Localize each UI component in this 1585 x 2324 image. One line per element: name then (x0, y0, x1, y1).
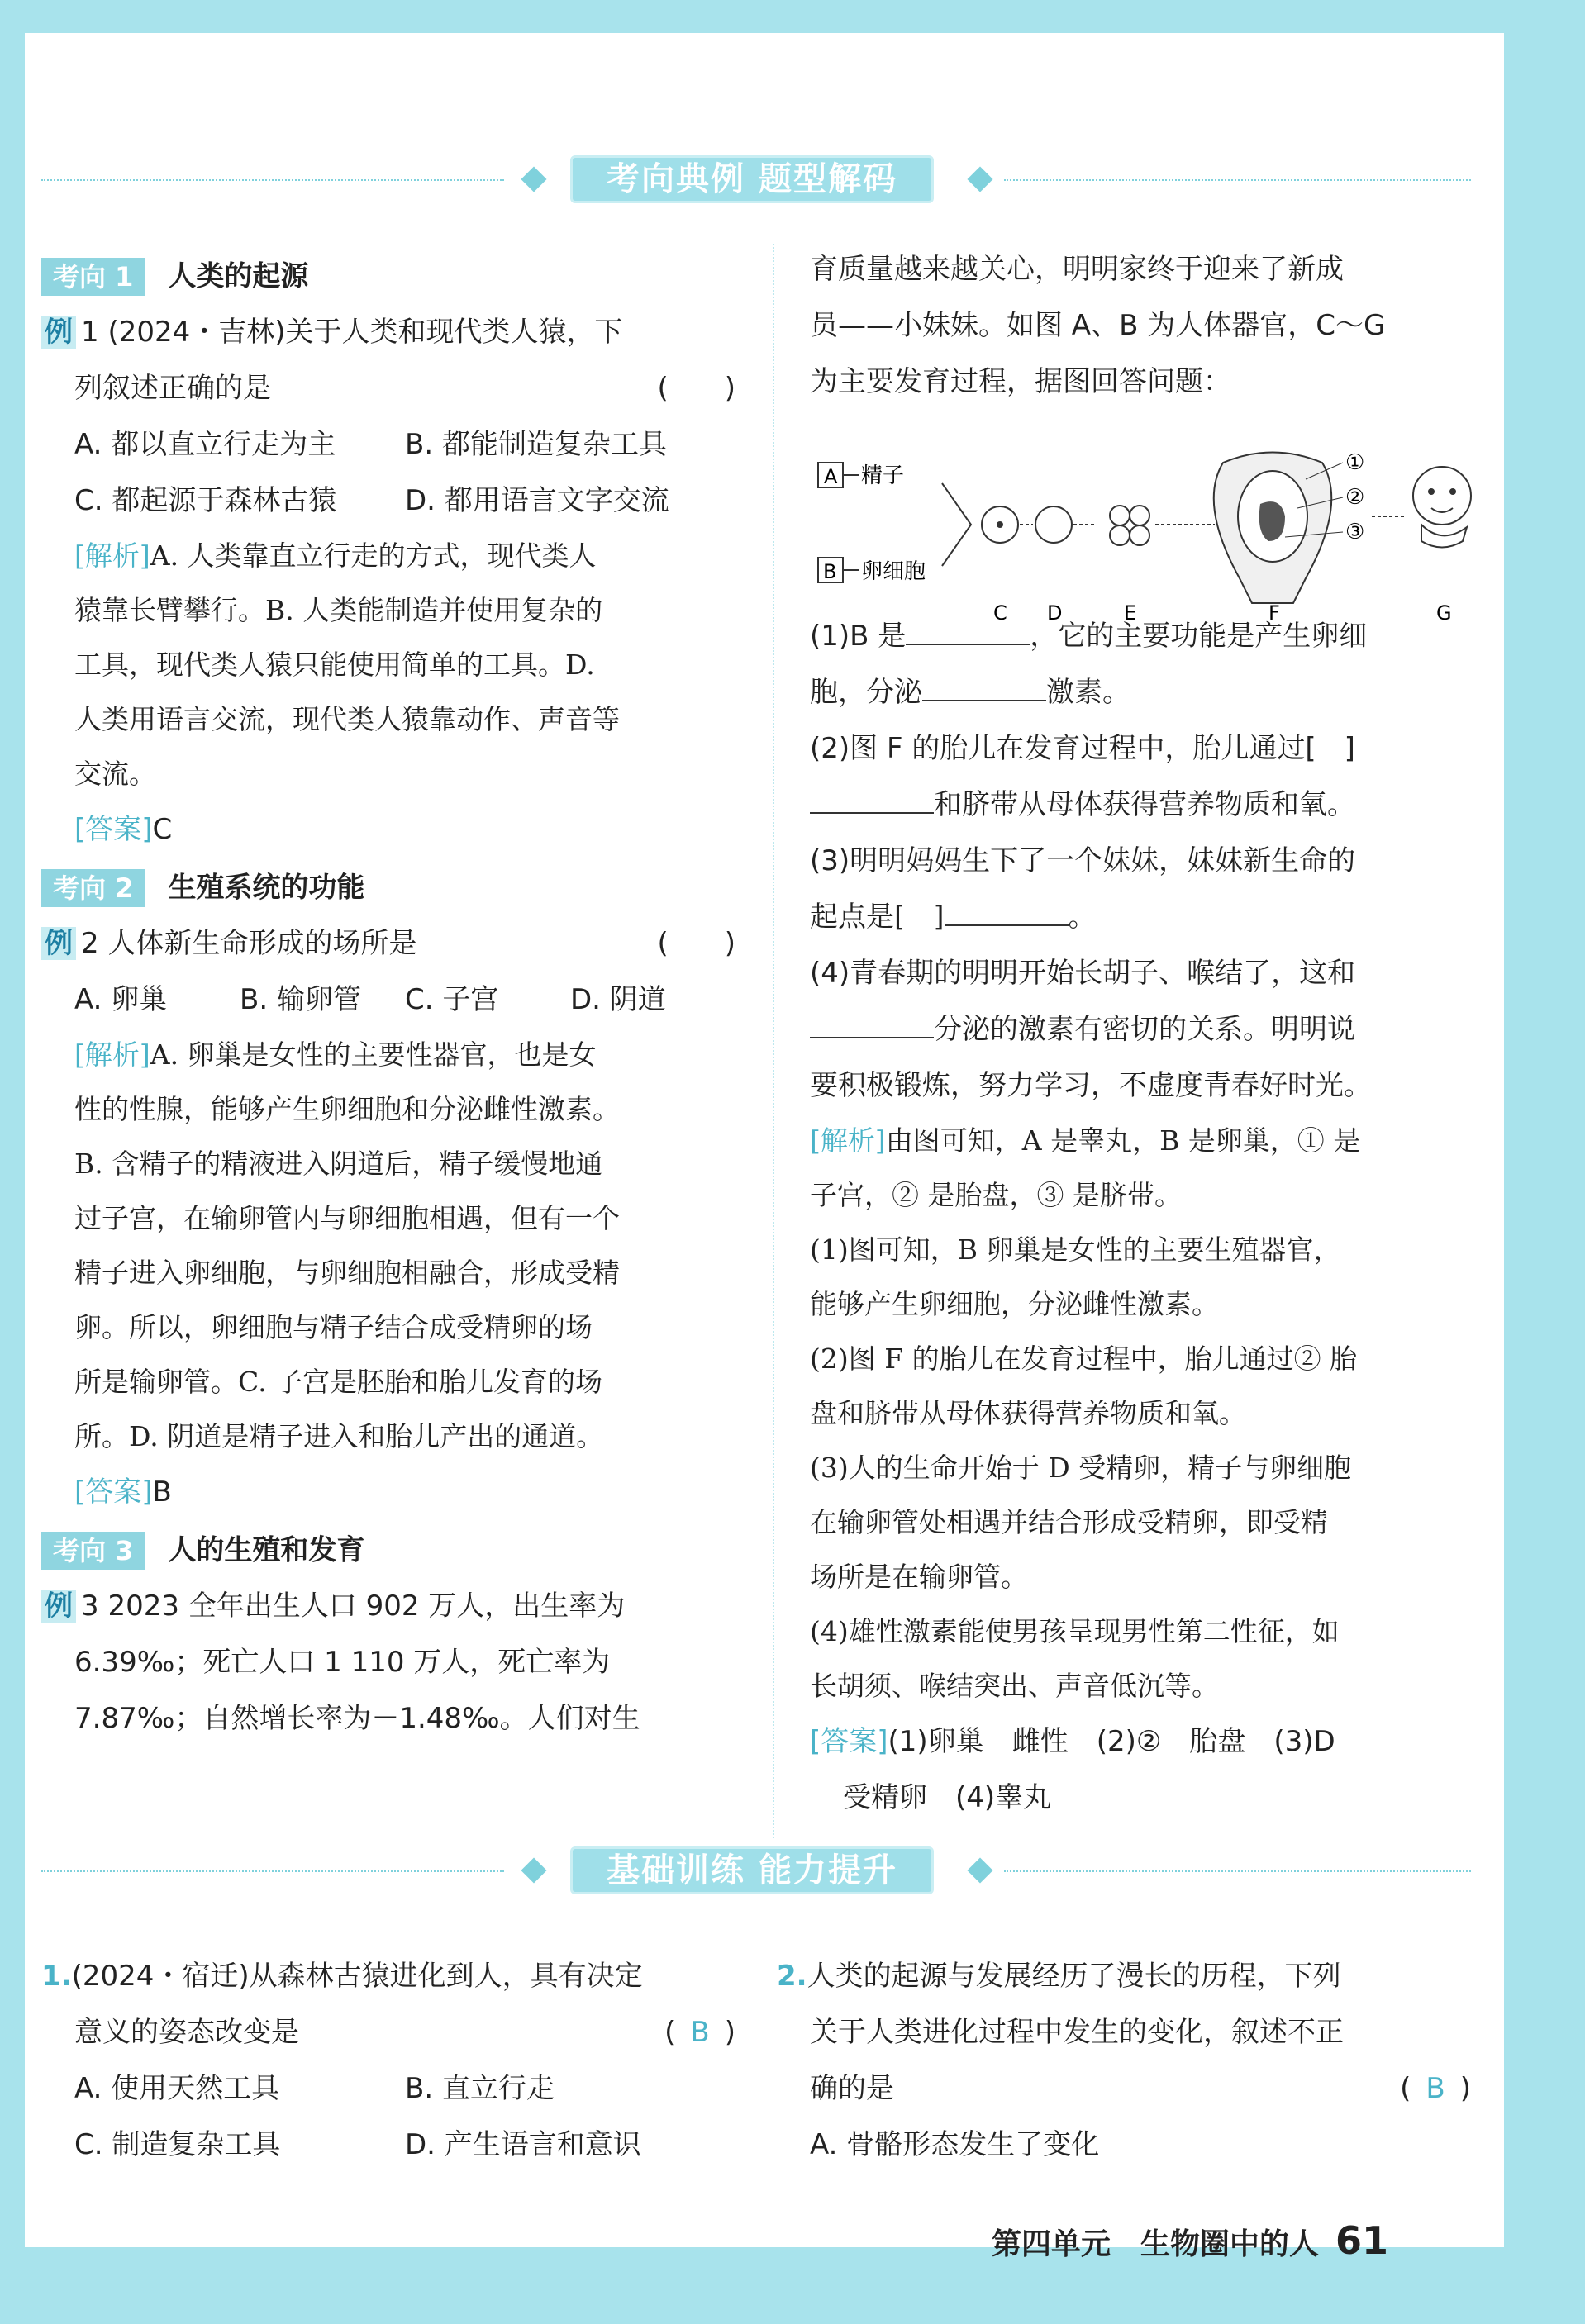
topic-title-3: 人的生殖和发育 (168, 1533, 365, 1567)
answer-value: B (152, 1476, 172, 1509)
paren-open: ( (1400, 2072, 1411, 2105)
practice-question-1 (41, 1948, 735, 2173)
analysis-text: 在输卵管处相遇并结合形成受精卵，即受精 (810, 1506, 1328, 1538)
example-stem: 2023 全年出生人口 902 万人，出生率为 (107, 1590, 626, 1623)
question-stem: 关于人类进化过程中发生的变化，叙述不正 (810, 2016, 1344, 2049)
label-g: G (1436, 601, 1452, 625)
analysis-label: [解析] (810, 1124, 886, 1157)
label-f: F (1268, 601, 1280, 625)
option-c: C. 制造复杂工具 (74, 2128, 281, 2161)
label-sperm: 精子 (861, 463, 905, 488)
frame-left (0, 0, 25, 2324)
banner-title-2: 基础训练 能力提升 (570, 1846, 934, 1894)
question-stem: 确的是 (810, 2072, 894, 2105)
example-stem: 为主要发育过程，据图回答问题： (810, 365, 1231, 398)
analysis-text: 工具，现代类人猿只能使用简单的工具。D. (74, 649, 595, 681)
page (25, 33, 1504, 2263)
question-number: 1. (41, 1960, 72, 1993)
question-text: 要积极锻炼，努力学习，不虚度青春好时光。 (810, 1069, 1372, 1102)
topic-heading-2 (41, 858, 735, 915)
analysis-label: [解析] (74, 1038, 150, 1071)
paren-open: ( (664, 2016, 676, 2049)
option-a: A. 都以直立行走为主 (74, 428, 336, 461)
example-stem: (2024・吉林)关于人类和现代类人猿，下 (107, 316, 623, 349)
answer-label: [答案] (810, 1725, 888, 1758)
option-c: C. 都起源于森林古猿 (74, 484, 337, 517)
example-label: 例 (41, 316, 76, 349)
analysis-text: 所是输卵管。C. 子宫是胚胎和胎儿发育的场 (74, 1366, 603, 1398)
example-3-stem-left (41, 1578, 735, 1747)
analysis-text: A. 卵巢是女性的主要性器官，也是女 (150, 1038, 597, 1071)
example-stem: 人体新生命形成的场所是 (107, 927, 417, 960)
example-stem: 员——小妹妹。如图 A、B 为人体器官，C～G (810, 309, 1386, 342)
analysis-text: 交流。 (74, 758, 156, 790)
frame-right (1504, 0, 1585, 2324)
filled-answer: B (1426, 2072, 1445, 2105)
topic-heading-1 (41, 246, 735, 304)
answer-value: 受精卵 (4)睾丸 (843, 1781, 1052, 1814)
label-c: C (993, 601, 1007, 625)
answer-blank[interactable] (810, 787, 934, 814)
option-b: B. 直立行走 (405, 2072, 555, 2105)
analysis-text: 所。D. 阴道是精子进入和胎儿产出的通道。 (74, 1420, 604, 1452)
analysis-text: 卵。所以，卵细胞与精子结合成受精卵的场 (74, 1311, 593, 1343)
answer-label: [答案] (74, 813, 153, 846)
example-number: 2 (81, 927, 99, 960)
label-d: D (1047, 601, 1063, 625)
paren-close: ) (724, 2016, 735, 2049)
topic-tag-1: 考向 1 (41, 258, 145, 296)
example-2 (41, 915, 735, 1520)
merge-arrow (942, 483, 971, 566)
label-egg: 卵细胞 (861, 559, 926, 584)
stage-f-uterus-icon (1214, 453, 1332, 604)
analysis-text: 能够产生卵细胞，分泌雌性激素。 (810, 1288, 1219, 1320)
example-stem: 6.39‰；死亡人口 1 110 万人，死亡率为 (74, 1646, 611, 1679)
question-stem: 意义的姿态改变是 (74, 2016, 299, 2049)
stage-e-icon (1110, 506, 1149, 545)
example-1 (41, 304, 735, 858)
question-text: 分泌的激素有密切的关系。明明说 (934, 1013, 1355, 1046)
section-banner-1 (41, 155, 1471, 205)
question-text: 起点是[ ] (810, 901, 945, 934)
topic-heading-3 (41, 1520, 735, 1578)
page-footer (992, 2218, 1388, 2263)
option-b: B. 都能制造复杂工具 (405, 428, 667, 461)
option-d: D. 都用语言文字交流 (405, 484, 669, 517)
example-number: 3 (81, 1590, 99, 1623)
analysis-text: A. 人类靠直立行走的方式，现代类人 (150, 539, 597, 572)
reproduction-diagram (810, 446, 1487, 628)
label-b: B (823, 560, 837, 583)
analysis-text: 子宫，② 是胎盘，③ 是脐带。 (810, 1179, 1182, 1211)
label-circle-2: ② (1345, 485, 1365, 510)
column-divider (773, 244, 774, 1838)
analysis-text: 精子进入卵细胞，与卵细胞相融合，形成受精 (74, 1257, 620, 1289)
option-d: D. 阴道 (570, 983, 666, 1016)
example-number: 1 (81, 316, 99, 349)
analysis-label: [解析] (74, 539, 150, 572)
example-stem: 7.87‰；自然增长率为－1.48‰。人们对生 (74, 1702, 640, 1735)
analysis-text: B. 含精子的精液进入阴道后，精子缓慢地通 (74, 1148, 603, 1180)
question-text: 和脐带从母体获得营养物质和氧。 (934, 788, 1355, 821)
option-a: A. 使用天然工具 (74, 2072, 280, 2105)
analysis-text: 长胡须、喉结突出、声音低沉等。 (810, 1670, 1219, 1702)
option-c: C. 子宫 (405, 983, 499, 1016)
question-number: 2. (777, 1960, 807, 1993)
answer-blank[interactable] (945, 900, 1069, 926)
question-text: (2)图 F 的胎儿在发育过程中，胎儿通过[ ] (810, 732, 1355, 765)
filled-answer: B (690, 2016, 710, 2049)
option-d: D. 产生语言和意识 (405, 2128, 641, 2161)
paren-close: ) (1459, 2072, 1471, 2105)
stage-g-baby-icon (1413, 467, 1471, 548)
banner-title-1: 考向典例 题型解码 (570, 155, 934, 203)
left-column (41, 246, 735, 1747)
topic-title-1: 人类的起源 (168, 259, 309, 293)
answer-blank[interactable] (922, 675, 1046, 701)
analysis-text: 过子宫，在输卵管内与卵细胞相遇，但有一个 (74, 1202, 620, 1234)
analysis-text: 性的性腺，能够产生卵细胞和分泌雌性激素。 (74, 1093, 620, 1125)
stage-d-icon (1035, 506, 1072, 543)
example-label: 例 (41, 927, 76, 960)
analysis-text: (1)图可知，B 卵巢是女性的主要生殖器官， (810, 1233, 1341, 1266)
question-text: ，它的主要功能是产生卵细 (1030, 620, 1368, 653)
label-a: A (824, 465, 838, 488)
question-stem: (2024・宿迁)从森林古猿进化到人，具有决定 (71, 1960, 643, 1993)
answer-blank[interactable] (810, 1012, 934, 1038)
example-stem: 列叙述正确的是 (74, 372, 271, 405)
answer-paren: ( ) (657, 372, 735, 405)
example-stem: 育质量越来越关心，明明家终于迎来了新成 (810, 253, 1344, 286)
option-a: A. 骨骼形态发生了变化 (810, 2128, 1100, 2161)
topic-tag-2: 考向 2 (41, 869, 145, 907)
answer-label: [答案] (74, 1476, 153, 1509)
section-banner-2 (41, 1846, 1471, 1896)
question-text: (3)明明妈妈生下了一个妹妹，妹妹新生命的 (810, 844, 1356, 877)
question-text: 激素。 (1046, 676, 1130, 709)
label-circle-3: ③ (1345, 520, 1365, 544)
question-stem: 人类的起源与发展经历了漫长的历程，下列 (807, 1960, 1341, 1993)
question-text: (4)青春期的明明开始长胡子、喉结了，这和 (810, 957, 1356, 990)
page-number: 61 (1335, 2218, 1389, 2263)
question-text: 。 (1068, 901, 1097, 934)
footer-unit-title: 第四单元 生物圈中的人 (992, 2227, 1320, 2261)
analysis-text: (4)雄性激素能使男孩呈现男性第二性征，如 (810, 1615, 1340, 1647)
label-e: E (1124, 601, 1137, 625)
answer-paren: ( ) (657, 927, 735, 960)
topic-title-2: 生殖系统的功能 (168, 871, 365, 905)
question-text: 胞，分泌 (810, 676, 922, 709)
option-a: A. 卵巢 (74, 983, 168, 1016)
example-label: 例 (41, 1590, 76, 1623)
analysis-text: 人类用语言交流，现代类人猿靠动作、声音等 (74, 703, 620, 735)
option-b: B. 输卵管 (240, 983, 361, 1016)
analysis-text: (2)图 F 的胎儿在发育过程中，胎儿通过② 胎 (810, 1343, 1358, 1375)
question-text: (1)B 是 (810, 620, 907, 653)
answer-value: C (152, 813, 173, 846)
topic-tag-3: 考向 3 (41, 1532, 145, 1570)
answer-value: (1)卵巢 雌性 (2)② 胎盘 (3)D (888, 1725, 1335, 1758)
practice-question-2 (777, 1948, 1471, 2173)
analysis-text: 猿靠长臂攀行。B. 人类能制造并使用复杂的 (74, 594, 603, 626)
analysis-text: 由图可知，A 是睾丸，B 是卵巢，① 是 (885, 1124, 1361, 1157)
analysis-text: (3)人的生命开始于 D 受精卵，精子与卵细胞 (810, 1452, 1352, 1484)
analysis-text: 场所是在输卵管。 (810, 1561, 1028, 1593)
analysis-text: 盘和脐带从母体获得营养物质和氧。 (810, 1397, 1246, 1429)
label-circle-1: ① (1345, 450, 1365, 475)
